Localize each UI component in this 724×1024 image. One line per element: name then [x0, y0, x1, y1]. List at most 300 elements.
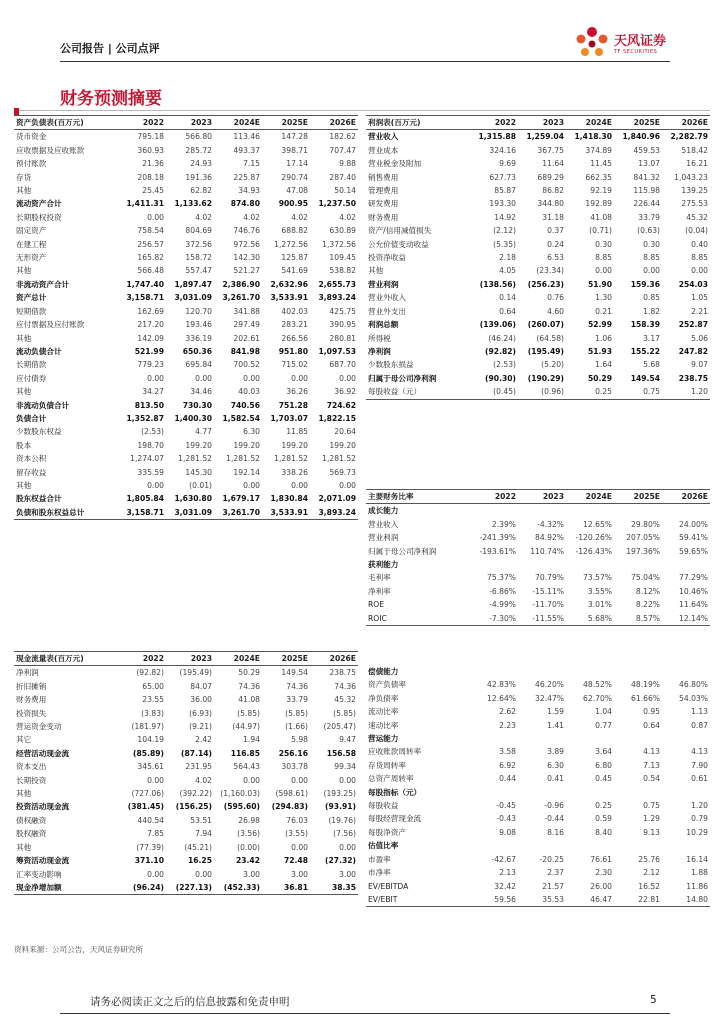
cell-value: 1,043.23	[674, 172, 708, 182]
cell-value: 541.69	[281, 266, 308, 276]
table-row	[366, 826, 710, 839]
cell-value: -126.43%	[575, 546, 612, 556]
year-header: 2024E	[214, 116, 262, 130]
cash-flow-table	[14, 651, 358, 895]
cell-value: 2.42	[195, 735, 212, 745]
cell-value: 10.29	[686, 827, 708, 837]
cell-value: 402.03	[281, 306, 308, 316]
cell-value: (139.06)	[479, 320, 516, 330]
cell-value: 1,281.52	[274, 454, 308, 464]
cell-value: 0.24	[547, 239, 564, 249]
cell-value: (0.45)	[470, 385, 518, 399]
cell-value	[566, 786, 614, 799]
cell-value: (45.21)	[184, 842, 212, 852]
cell-value: (5.35)	[493, 239, 516, 249]
table-row	[366, 772, 710, 785]
page-number: 5	[650, 994, 657, 1006]
cell-value: 336.19	[185, 333, 212, 343]
table-title: 现金流量表(百万元)	[14, 652, 118, 666]
cell-value: -0.96	[544, 801, 564, 811]
cell-value: 3,533.91	[262, 506, 310, 520]
cell-value: 199.20	[281, 440, 308, 450]
table-row	[14, 479, 358, 492]
cell-value: 0.25	[566, 385, 614, 399]
year-header: 2026E	[662, 490, 710, 504]
income-statement-table	[366, 115, 710, 400]
cell-value: 303.78	[281, 762, 308, 772]
cell-value: (3.55)	[285, 829, 308, 839]
row-label: 短期借款	[16, 306, 47, 316]
cell-value: 99.34	[334, 762, 356, 772]
row-label: 总资产周转率	[368, 774, 414, 784]
cell-value: 46.80%	[679, 680, 708, 690]
cell-value: 46.47	[566, 893, 614, 907]
cell-value: 40.03	[238, 387, 260, 397]
cell-value: 104.19	[137, 735, 164, 745]
cell-value: 36.92	[334, 387, 356, 397]
row-label: 非流动资产合计	[16, 279, 70, 289]
table-row	[14, 278, 358, 291]
year-header: 2024E	[214, 652, 262, 666]
row-label: 营业成本	[368, 145, 399, 155]
cell-value: 1,679.17	[222, 494, 260, 504]
cell-value: 1.06	[595, 333, 612, 343]
cell-value: 50.29	[238, 668, 260, 678]
cell-value: 2.23	[499, 720, 516, 730]
cell-value: (727.06)	[131, 789, 164, 799]
row-label: 应付债券	[16, 373, 47, 383]
cell-value: 5.68	[643, 360, 660, 370]
cell-value: 256.16	[278, 748, 308, 758]
cell-value: 3.17	[643, 333, 660, 343]
table-row	[366, 157, 710, 170]
cell-value: 29.80%	[631, 519, 660, 529]
cell-value: 715.02	[281, 360, 308, 370]
row-label: 利润总额	[368, 320, 399, 330]
table-row	[14, 157, 358, 170]
cell-value: (92.82)	[485, 346, 516, 356]
row-label: 流动资产合计	[16, 199, 62, 209]
row-label: 固定资产	[16, 226, 47, 236]
cell-value	[614, 558, 662, 571]
table-row	[366, 318, 710, 331]
cell-value	[470, 665, 518, 678]
table-row	[14, 814, 358, 827]
row-label: 流动负债合计	[16, 346, 62, 356]
cell-value: 32.47%	[535, 693, 564, 703]
cell-value: 50.14	[334, 186, 356, 196]
flower-logo-icon	[572, 24, 612, 64]
cell-value: (452.33)	[214, 881, 262, 895]
cell-value: 0.87	[691, 720, 708, 730]
table-row	[14, 358, 358, 371]
cell-value: 110.74%	[530, 546, 564, 556]
table-row	[366, 812, 710, 825]
row-label: 财务费用	[368, 212, 399, 222]
cell-value: 20.64	[334, 427, 356, 437]
row-label: 营业收入	[368, 132, 399, 142]
cell-value: 61.66%	[631, 693, 660, 703]
cell-value	[614, 732, 662, 745]
row-label: 归属于母公司净利润	[368, 373, 437, 383]
cell-value	[662, 732, 710, 745]
row-label: 营业外支出	[368, 306, 406, 316]
cell-value: 5.06	[691, 333, 708, 343]
cell-value: 1,805.84	[126, 494, 164, 504]
table-row	[366, 678, 710, 691]
cell-value	[566, 665, 614, 678]
cell-value: 16.21	[686, 159, 708, 169]
table-row	[366, 278, 710, 291]
row-label: 资产负债率	[368, 680, 406, 690]
cell-value: 191.36	[185, 172, 212, 182]
table-row	[14, 184, 358, 197]
cell-value: 557.47	[185, 266, 212, 276]
cell-value	[662, 558, 710, 571]
cell-value: 297.49	[233, 320, 260, 330]
cell-value: 4.60	[547, 306, 564, 316]
cell-value: 841.98	[230, 346, 260, 356]
cell-value	[518, 665, 566, 678]
cell-value: 0.95	[643, 707, 660, 717]
cell-value: 36.00	[190, 695, 212, 705]
title-rule	[14, 110, 710, 111]
cell-value: -7.30%	[470, 612, 518, 626]
cell-value: 75.37%	[487, 573, 516, 583]
cell-value: (90.30)	[485, 373, 516, 383]
cell-value: 0.00	[291, 775, 308, 785]
year-header: 2022	[118, 116, 166, 130]
cell-value: 2.62	[499, 707, 516, 717]
cell-value: 371.10	[134, 856, 164, 866]
table-row	[14, 291, 358, 304]
cell-value: -0.44	[544, 814, 564, 824]
cell-value: 8.40	[595, 827, 612, 837]
cell-value: 2.12	[643, 868, 660, 878]
table-row	[366, 224, 710, 237]
cell-value: (181.97)	[131, 722, 164, 732]
cell-value: 2,655.73	[318, 279, 356, 289]
table-row	[366, 745, 710, 758]
table-row	[14, 332, 358, 345]
cell-value	[470, 732, 518, 745]
cell-value	[614, 665, 662, 678]
cell-value: 0.00	[243, 480, 260, 490]
cell-value: 47.08	[286, 186, 308, 196]
cell-value: 521.99	[134, 346, 164, 356]
cell-value: 1.29	[643, 814, 660, 824]
cell-value: 0.00	[339, 775, 356, 785]
cell-value: (381.45)	[127, 802, 164, 812]
cell-value: (44.97)	[232, 722, 260, 732]
table-row	[366, 531, 710, 544]
cell-value: 33.79	[286, 695, 308, 705]
cell-value: 4.02	[195, 212, 212, 222]
cell-value: 254.03	[678, 279, 708, 289]
cell-value: 6.30	[243, 427, 260, 437]
cell-value: 1,237.50	[318, 199, 356, 209]
cell-value: 0.14	[499, 293, 516, 303]
cell-value: 50.29	[587, 373, 612, 383]
table-row	[14, 506, 358, 520]
table-row	[366, 130, 710, 144]
cell-value: 689.29	[537, 172, 564, 182]
table-row	[366, 504, 710, 518]
cell-value: 2.30	[595, 868, 612, 878]
cell-value: 14.92	[494, 212, 516, 222]
cell-value: 51.93	[587, 346, 612, 356]
cell-value: 54.03%	[679, 693, 708, 703]
table-row	[366, 211, 710, 224]
cell-value: 11.64%	[679, 600, 708, 610]
cell-value: 566.80	[185, 132, 212, 142]
cell-value: 75.04%	[631, 573, 660, 583]
cell-value: 62.70%	[583, 693, 612, 703]
row-label: 营业外收入	[368, 293, 406, 303]
cell-value: 345.61	[137, 762, 164, 772]
cell-value: 145.30	[185, 467, 212, 477]
cell-value: (5.85)	[237, 708, 260, 718]
row-label: 应付票据及应付账款	[16, 320, 85, 330]
cell-value: (227.13)	[166, 881, 214, 895]
table-row	[366, 558, 710, 571]
cell-value: 0.79	[691, 814, 708, 824]
cell-value: 0.64	[643, 720, 660, 730]
year-header: 2025E	[262, 116, 310, 130]
cell-value: (77.39)	[136, 842, 164, 852]
cell-value: 0.00	[147, 212, 164, 222]
cell-value	[518, 839, 566, 852]
row-label: 速动比率	[368, 720, 399, 730]
table-row	[366, 251, 710, 264]
row-label: 长期投资	[16, 775, 47, 785]
cell-value: 202.61	[233, 333, 260, 343]
table-row	[366, 853, 710, 866]
cell-value: 0.76	[547, 293, 564, 303]
row-label: 现金净增加额	[14, 881, 118, 895]
cell-value: 1,703.07	[270, 413, 308, 423]
cell-value: 76.03	[286, 815, 308, 825]
cell-value: (256.23)	[527, 279, 564, 289]
cell-value: 1.05	[691, 293, 708, 303]
cell-value: 22.81	[614, 893, 662, 907]
cell-value: 24.93	[190, 159, 212, 169]
year-header: 2023	[518, 490, 566, 504]
cell-value: 4.02	[291, 212, 308, 222]
row-label: 货币资金	[16, 132, 47, 142]
cell-value	[662, 665, 710, 678]
cell-value: 360.93	[137, 145, 164, 155]
cell-value: 335.59	[137, 467, 164, 477]
cell-value: 115.98	[633, 186, 660, 196]
cell-value: 11.85	[286, 427, 308, 437]
row-label: 其他	[16, 387, 32, 397]
cell-value: (392.22)	[179, 789, 212, 799]
cell-value: 25.45	[142, 186, 164, 196]
row-label: 存货	[16, 172, 32, 182]
table-row	[14, 492, 358, 505]
cell-value: 459.53	[633, 145, 660, 155]
cell-value: 159.36	[630, 279, 660, 289]
cell-value: 42.83%	[487, 680, 516, 690]
cell-value	[470, 558, 518, 571]
cell-value: 147.28	[281, 132, 308, 142]
table-title: 利润表(百万元)	[366, 116, 470, 130]
row-label: 估值比率	[368, 841, 399, 851]
row-label: 资本支出	[16, 762, 47, 772]
table-row	[366, 305, 710, 318]
row-label: ROE	[368, 600, 385, 610]
cell-value: 0.37	[547, 226, 564, 236]
cell-value: 4.02	[195, 775, 212, 785]
table-row	[14, 264, 358, 277]
cell-value: (9.21)	[189, 722, 212, 732]
cell-value: 0.45	[595, 774, 612, 784]
cell-value: 1.82	[643, 306, 660, 316]
cell-value: 7.94	[195, 829, 212, 839]
table-row	[14, 747, 358, 760]
cell-value: 9.88	[339, 159, 356, 169]
cell-value	[614, 839, 662, 852]
cell-value: 34.93	[238, 186, 260, 196]
cell-value: 0.00	[339, 480, 356, 490]
row-label: 资产总计	[16, 293, 47, 303]
cell-value	[614, 504, 662, 518]
cell-value: -6.86%	[489, 586, 516, 596]
table-row	[366, 839, 710, 852]
cell-value: 758.54	[137, 226, 164, 236]
row-label: 销售费用	[368, 172, 399, 182]
year-header: 2025E	[262, 652, 310, 666]
table-row	[366, 264, 710, 277]
cell-value: 6.53	[547, 253, 564, 263]
table-row	[14, 733, 358, 746]
table-row	[366, 171, 710, 184]
cell-value: 0.30	[595, 239, 612, 249]
cell-value: 149.54	[281, 668, 308, 678]
cell-value: -15.11%	[532, 586, 564, 596]
table-row	[366, 612, 710, 626]
cell-value: 290.74	[281, 172, 308, 182]
cell-value: 0.00	[291, 480, 308, 490]
cell-value: 1,281.52	[226, 454, 260, 464]
row-label: 其他	[16, 480, 32, 490]
cell-value: 1.88	[691, 868, 708, 878]
table-row	[366, 518, 710, 531]
year-header: 2022	[118, 652, 166, 666]
row-label: 筹资活动现金流	[16, 856, 70, 866]
table-row	[366, 732, 710, 745]
cell-value: (0.00)	[237, 842, 260, 852]
cell-value: 158.39	[630, 320, 660, 330]
row-label: 每股指标（元）	[368, 787, 422, 797]
cell-value: -42.67	[491, 854, 516, 864]
cell-value: 3,261.70	[214, 506, 262, 520]
table-row	[14, 787, 358, 800]
row-label: 净负债率	[368, 693, 399, 703]
cell-value: 23.55	[142, 695, 164, 705]
table-row	[366, 786, 710, 799]
year-header: 2023	[166, 116, 214, 130]
row-label: 无形资产	[16, 253, 47, 263]
cell-value: 41.08	[590, 212, 612, 222]
row-label: 应收票据及应收账款	[16, 145, 85, 155]
table-row	[14, 224, 358, 237]
cell-value: -4.32%	[537, 519, 564, 529]
cell-value: 158.72	[185, 253, 212, 263]
cell-value: 746.76	[233, 226, 260, 236]
cell-value: 16.52	[638, 881, 660, 891]
cell-value: (27.32)	[325, 856, 356, 866]
table-row	[14, 881, 358, 895]
cell-value	[518, 732, 566, 745]
cell-value: 3.89	[547, 747, 564, 757]
cell-value: 198.70	[137, 440, 164, 450]
row-label: 资本公积	[16, 454, 47, 464]
cell-value: (3.83)	[141, 708, 164, 718]
cell-value: 238.75	[329, 668, 356, 678]
cell-value: (205.47)	[323, 722, 356, 732]
cell-value: 266.56	[281, 333, 308, 343]
cell-value: -0.43	[496, 814, 516, 824]
cell-value: 1,272.56	[274, 239, 308, 249]
cell-value: 8.12%	[635, 586, 660, 596]
cell-value: 48.52%	[583, 680, 612, 690]
cell-value: 1,281.52	[322, 454, 356, 464]
cell-value: (92.82)	[136, 668, 164, 678]
row-label: 汇率变动影响	[16, 869, 62, 879]
row-label: 每股收益	[368, 801, 399, 811]
cell-value: 7.85	[147, 829, 164, 839]
cell-value: 779.23	[137, 360, 164, 370]
cell-value: 10.46%	[679, 586, 708, 596]
cell-value: 0.54	[643, 774, 660, 784]
cell-value: 0.30	[643, 239, 660, 249]
financial-ratios-table-cont	[366, 665, 710, 907]
row-label: 其他	[16, 842, 32, 852]
cell-value: 1,274.07	[130, 454, 164, 464]
footer-divider	[60, 1013, 670, 1014]
cell-value: 1,400.30	[174, 413, 212, 423]
row-label: 营业利润	[368, 533, 399, 543]
cell-value	[566, 504, 614, 518]
cell-value: (2.12)	[493, 226, 516, 236]
cell-value: 14.80	[662, 893, 710, 907]
cell-value: 11.86	[686, 881, 708, 891]
row-label: 营业利润	[368, 279, 399, 289]
table-row	[366, 893, 710, 907]
cell-value: 1,747.40	[126, 279, 164, 289]
year-header: 2022	[470, 116, 518, 130]
cell-value: (93.91)	[325, 802, 356, 812]
row-label: 资产/信用减值损失	[368, 226, 432, 236]
cell-value: 1,097.53	[318, 346, 356, 356]
row-label: 经营活动现金流	[16, 748, 70, 758]
cell-value: 841.32	[633, 172, 660, 182]
cell-value: 120.70	[185, 306, 212, 316]
cell-value: 26.00	[590, 881, 612, 891]
cell-value: 7.13	[643, 760, 660, 770]
cell-value: 182.62	[329, 132, 356, 142]
cell-value: 1,897.47	[174, 279, 212, 289]
cell-value: 9.13	[643, 827, 660, 837]
cell-value	[566, 732, 614, 745]
cell-value: 390.95	[329, 320, 356, 330]
cell-value: 2.37	[547, 868, 564, 878]
row-label: 其他	[16, 266, 32, 276]
cell-value: 804.69	[185, 226, 212, 236]
cell-value: 21.57	[542, 881, 564, 891]
